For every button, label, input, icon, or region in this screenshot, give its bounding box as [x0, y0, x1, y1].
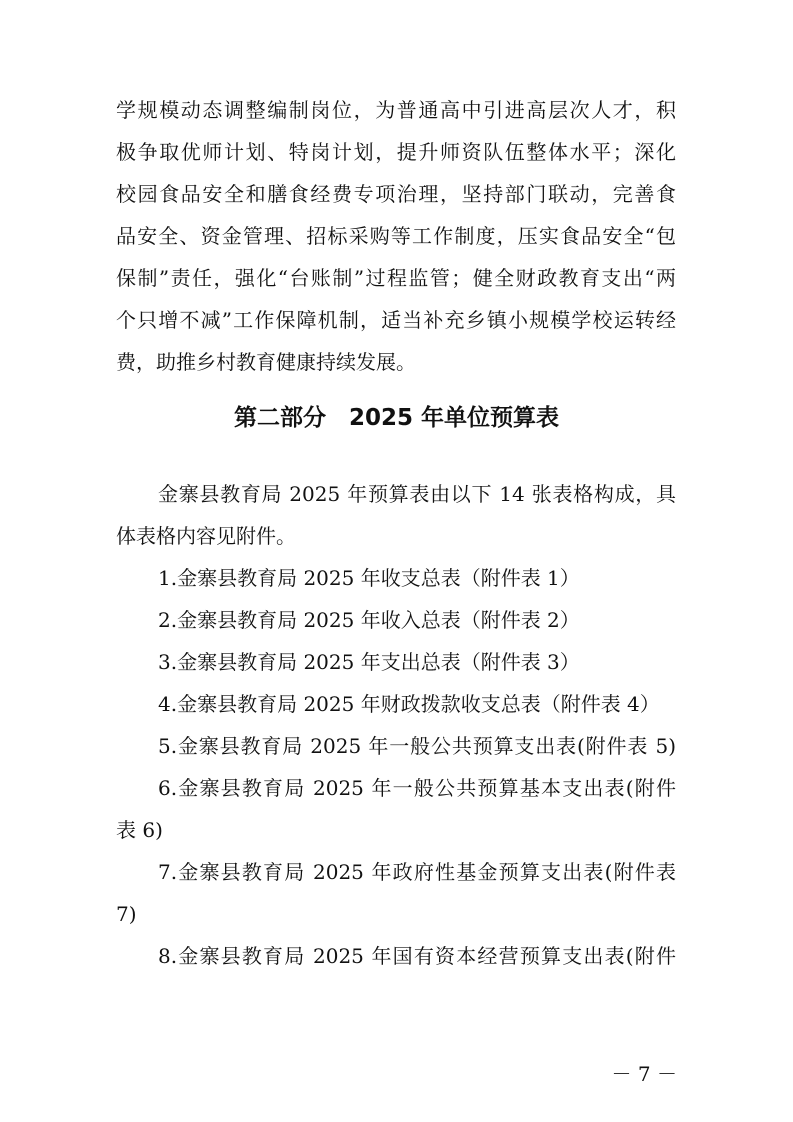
list-item: 1.金寨县教育局 2025 年收支总表（附件表 1） [158, 566, 580, 590]
paragraph-line: 学规模动态调整编制岗位，为普通高中引进高层次人才，积 [116, 98, 676, 122]
section-title: 第二部分 2025 年单位预算表 [233, 405, 560, 431]
paragraph-line: 保制”责任，强化“台账制”过程监管；健全财政教育支出“两 [116, 266, 676, 290]
paragraph-line: 个只增不减”工作保障机制，适当补充乡镇小规模学校运转经 [116, 308, 676, 332]
paragraph-line: 体表格内容见附件。 [116, 524, 296, 548]
paragraph-line: 金寨县教育局 2025 年预算表由以下 14 张表格构成，具 [158, 482, 676, 506]
paragraph-line: 品安全、资金管理、招标采购等工作制度，压实食品安全“包 [116, 224, 676, 248]
paragraph-line: 极争取优师计划、特岗计划，提升师资队伍整体水平；深化 [116, 140, 676, 164]
paragraph-line: 校园食品安全和膳食经费专项治理，坚持部门联动，完善食 [116, 182, 676, 206]
page-number: － 7 － [611, 1062, 677, 1086]
list-item: 4.金寨县教育局 2025 年财政拨款收支总表（附件表 4） [158, 692, 660, 716]
list-item: 3.金寨县教育局 2025 年支出总表（附件表 3） [158, 650, 580, 674]
list-item: 2.金寨县教育局 2025 年收入总表（附件表 2） [158, 608, 580, 632]
list-item: 5.金寨县教育局 2025 年一般公共预算支出表(附件表 5) [158, 734, 676, 758]
paragraph-line: 费，助推乡村教育健康持续发展。 [116, 350, 416, 374]
list-item: 6.金寨县教育局 2025 年一般公共预算基本支出表(附件 [158, 776, 676, 800]
list-item: 8.金寨县教育局 2025 年国有资本经营预算支出表(附件 [158, 944, 676, 968]
list-item-continuation: 7) [116, 902, 137, 926]
list-item-continuation: 表 6) [116, 818, 163, 842]
list-item: 7.金寨县教育局 2025 年政府性基金预算支出表(附件表 [158, 860, 676, 884]
